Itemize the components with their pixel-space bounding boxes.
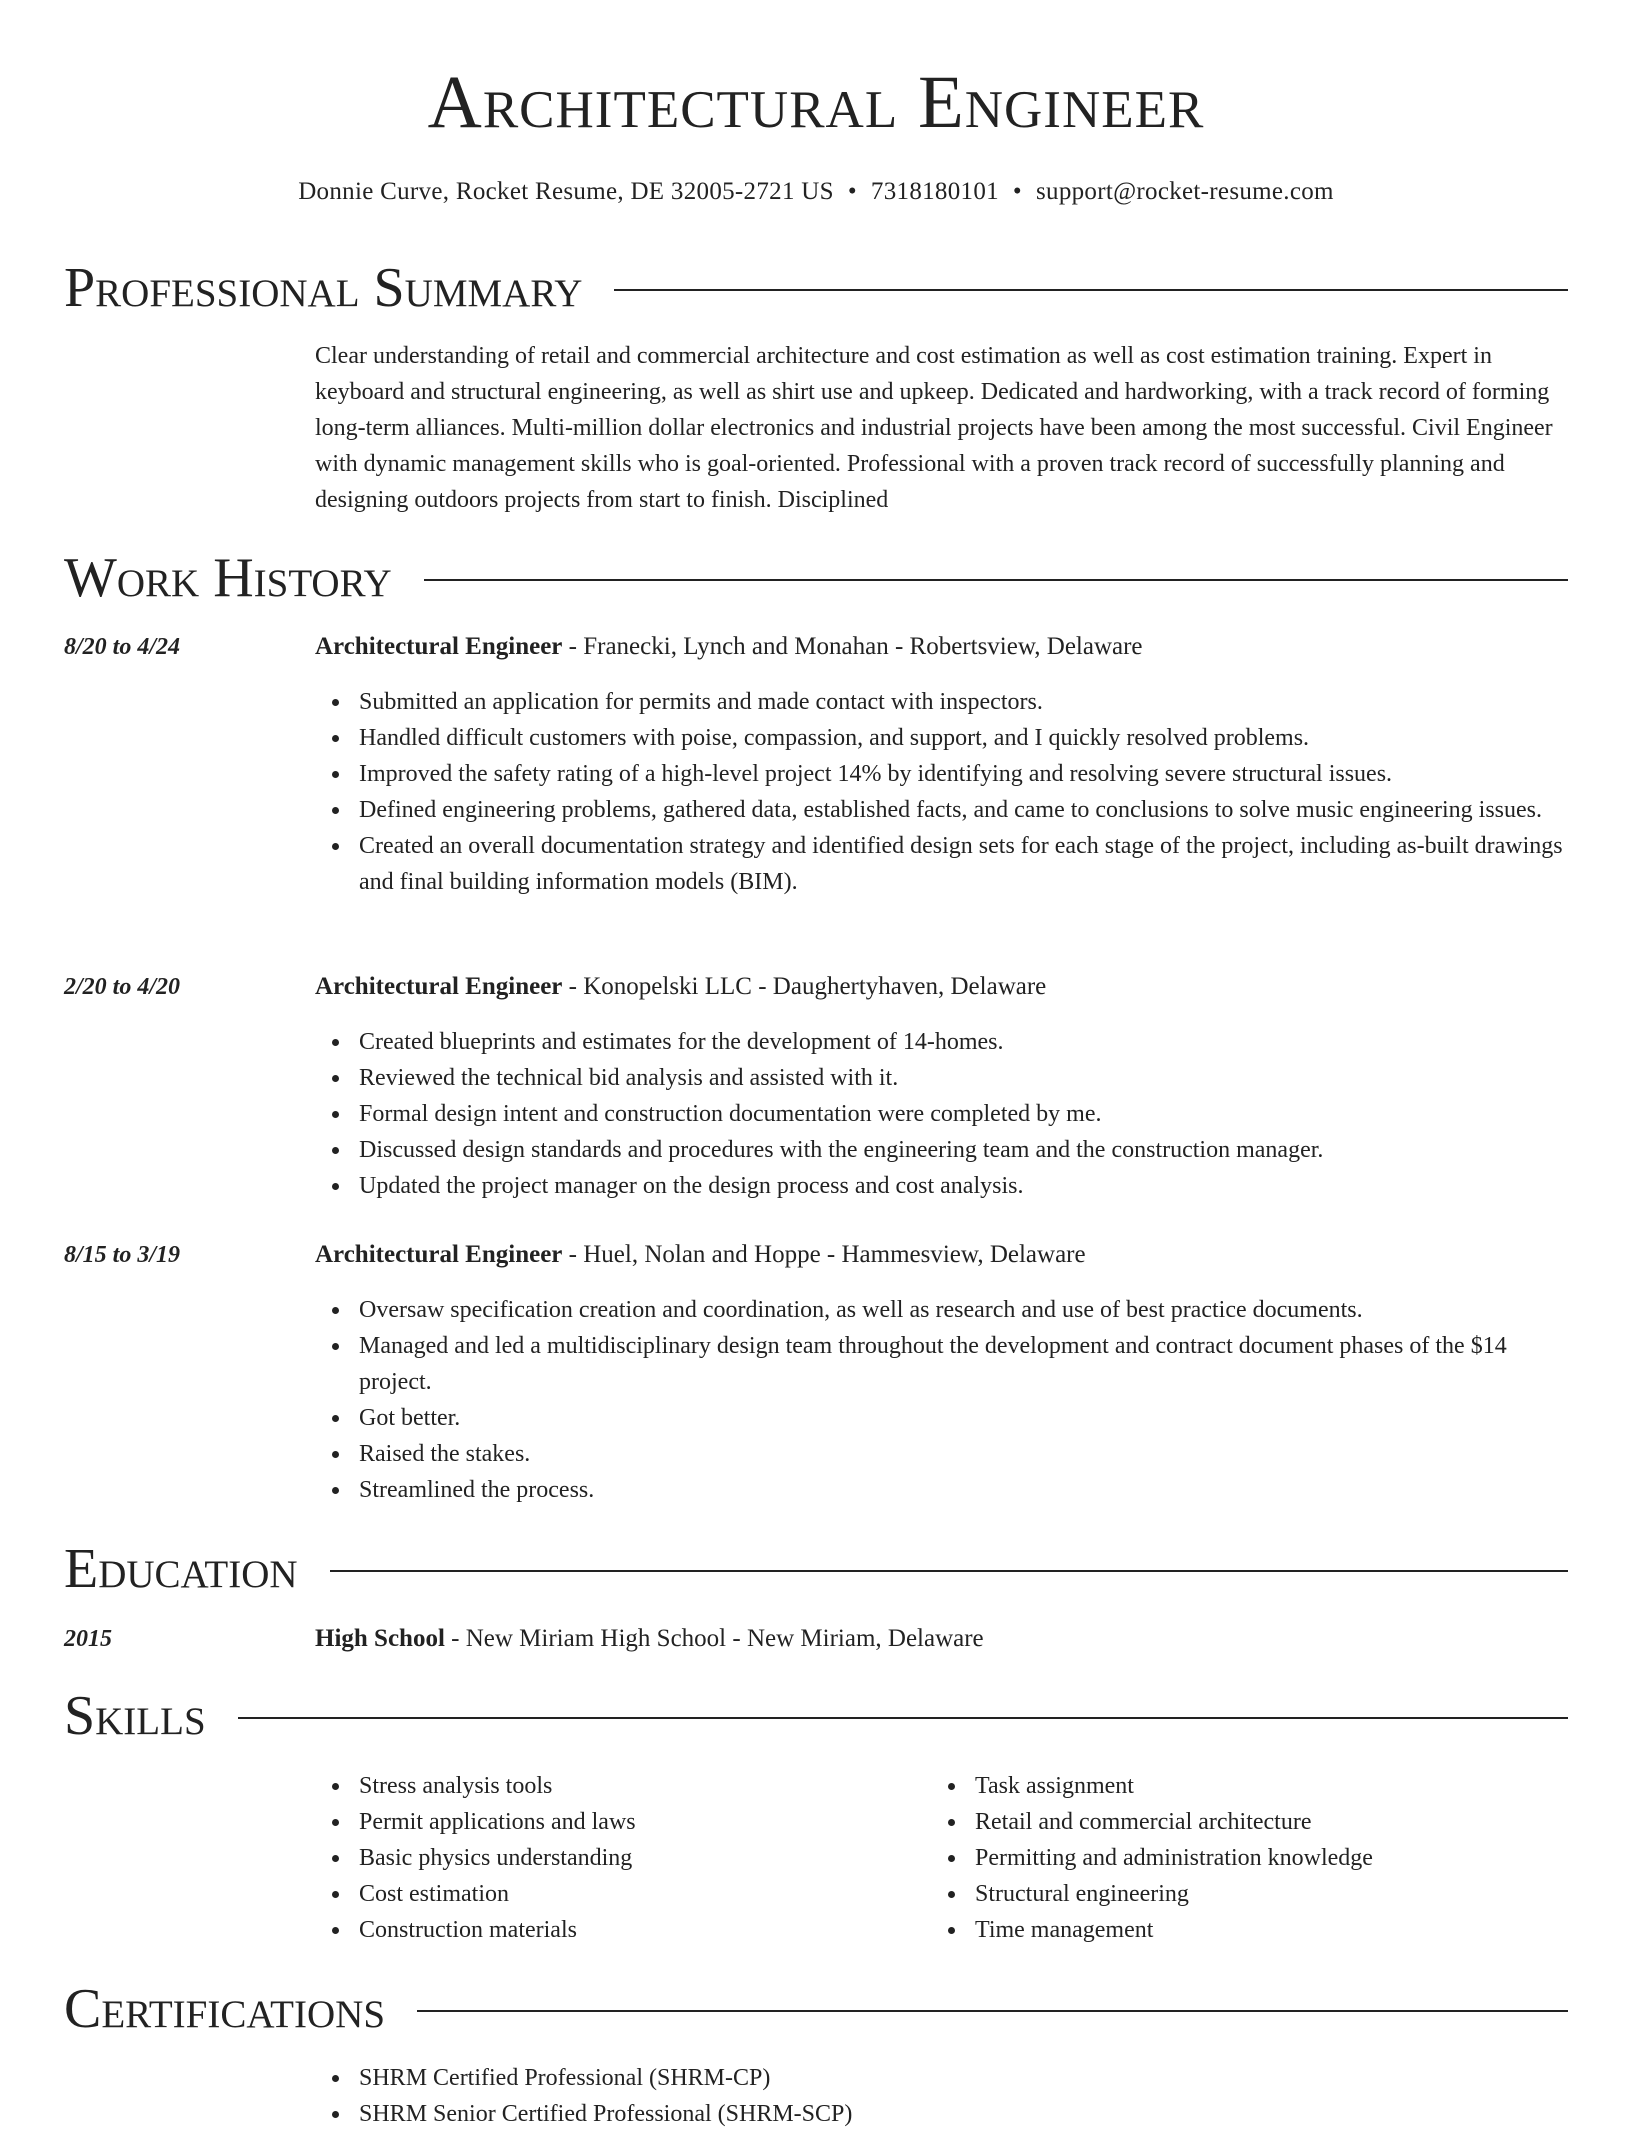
education-degree: High School (315, 1625, 445, 1652)
section-divider (614, 289, 1568, 291)
job-title: Architectural Engineer (315, 973, 563, 1000)
contact-line (64, 175, 1568, 209)
contact-phone: 7318180101 (870, 178, 999, 205)
job-employer-location: - Konopelski LLC - Daughertyhaven, Delaware (562, 973, 1047, 1000)
skill-item: Task assignment (931, 1768, 1531, 1804)
job-bullet: Handled difficult customers with poise, compassion, and support, and I quickly resolved problems. (315, 720, 1565, 756)
skill-item: Retail and commercial architecture (931, 1804, 1531, 1840)
skill-item: Time management (931, 1912, 1531, 1948)
section-divider (238, 1717, 1568, 1719)
certification-item: SHRM Senior Certified Professional (SHRM-SCP) (315, 2096, 1565, 2132)
job-bullet: Managed and led a multidisciplinary design team throughout the development and contract document phases of the $14 project. (315, 1328, 1565, 1400)
job-employer-location: - Huel, Nolan and Hoppe - Hammesview, Delaware (562, 1241, 1086, 1268)
job-title: Architectural Engineer (315, 633, 563, 660)
job-bullet: Improved the safety rating of a high-level project 14% by identifying and resolving severe structural issues. (315, 756, 1565, 792)
job-bullet: Submitted an application for permits and made contact with inspectors. (315, 684, 1565, 720)
section-title-education: Education (64, 1538, 298, 1600)
certification-item: SHRM Certified Professional (SHRM-CP) (315, 2060, 1565, 2096)
job-dates: 8/20 to 4/24 (64, 634, 181, 660)
contact-separator: • (1012, 178, 1022, 205)
job-dates: 2/20 to 4/20 (64, 974, 181, 1000)
section-header-certifications (64, 1977, 1568, 2041)
skill-item: Structural engineering (931, 1876, 1531, 1912)
job-bullet: Got better. (315, 1400, 1565, 1436)
job-bullet: Oversaw specification creation and coordination, as well as research and use of best practice documents. (315, 1292, 1565, 1328)
job-bullets (315, 1292, 1565, 1508)
job-bullet: Created blueprints and estimates for the development of 14-homes. (315, 1024, 1565, 1060)
education-school-location: - New Miriam High School - New Miriam, Delaware (444, 1625, 984, 1652)
job-bullet: Streamlined the process. (315, 1472, 1565, 1508)
page-title: Architectural Engineer (427, 61, 1205, 144)
job-heading (315, 1237, 1086, 1273)
certifications-list (315, 2060, 1565, 2132)
skill-item: Cost estimation (315, 1876, 915, 1912)
summary-text: Clear understanding of retail and commercial architecture and cost estimation as well as cost estimation training. Expert in keyboard and structural engineering, as well as shirt use and upkeep. Dedicated and hardworking, with a track record of forming long-term alliances. Multi-million dollar electronics and industrial projects have been among the most successful. Civil Engineer with dynamic management skills who is goal-oriented. Professional with a proven track record of successfully planning and designing outdoors projects from start to finish. Disciplined (315, 343, 1553, 513)
skill-item: Permitting and administration knowledge (931, 1840, 1531, 1876)
job-heading (315, 629, 1143, 665)
contact-address: Donnie Curve, Rocket Resume, DE 32005-2721 US (298, 178, 834, 205)
job-bullet: Defined engineering problems, gathered data, established facts, and came to conclusions to solve music engineering issues. (315, 792, 1565, 828)
skill-item: Construction materials (315, 1912, 915, 1948)
section-divider (417, 2010, 1568, 2012)
job-heading (315, 969, 1046, 1005)
section-title-summary: Professional Summary (64, 257, 583, 319)
education-year: 2015 (64, 1626, 112, 1652)
section-header-work-history (64, 546, 1568, 610)
job-bullet: Raised the stakes. (315, 1436, 1565, 1472)
contact-separator: • (847, 178, 857, 205)
section-title-skills: Skills (64, 1685, 206, 1747)
job-bullet: Formal design intent and construction documentation were completed by me. (315, 1096, 1565, 1132)
skill-item: Permit applications and laws (315, 1804, 915, 1840)
section-title-work-history: Work History (64, 547, 392, 609)
section-divider (424, 579, 1568, 581)
section-header-education (64, 1537, 1568, 1601)
section-title-certifications: Certifications (64, 1978, 386, 2040)
job-bullet: Created an overall documentation strategy and identified design sets for each stage of the project, including as-built drawings and final building information models (BIM). (315, 828, 1565, 900)
section-header-skills (64, 1684, 1568, 1748)
job-dates: 8/15 to 3/19 (64, 1242, 181, 1268)
job-title: Architectural Engineer (315, 1241, 563, 1268)
skill-item: Basic physics understanding (315, 1840, 915, 1876)
skills-list-right (931, 1768, 1531, 1948)
skills-list-left (315, 1768, 915, 1948)
job-bullet: Discussed design standards and procedures with the engineering team and the construction manager. (315, 1132, 1565, 1168)
job-bullet: Reviewed the technical bid analysis and assisted with it. (315, 1060, 1565, 1096)
section-divider (330, 1570, 1568, 1572)
section-header-summary (64, 256, 1568, 320)
job-bullets (315, 1024, 1565, 1204)
job-employer-location: - Franecki, Lynch and Monahan - Robertsview, Delaware (562, 633, 1143, 660)
skill-item: Stress analysis tools (315, 1768, 915, 1804)
job-bullet: Updated the project manager on the design process and cost analysis. (315, 1168, 1565, 1204)
contact-email: support@rocket-resume.com (1035, 178, 1334, 205)
education-heading (315, 1621, 984, 1657)
job-bullets (315, 684, 1565, 900)
